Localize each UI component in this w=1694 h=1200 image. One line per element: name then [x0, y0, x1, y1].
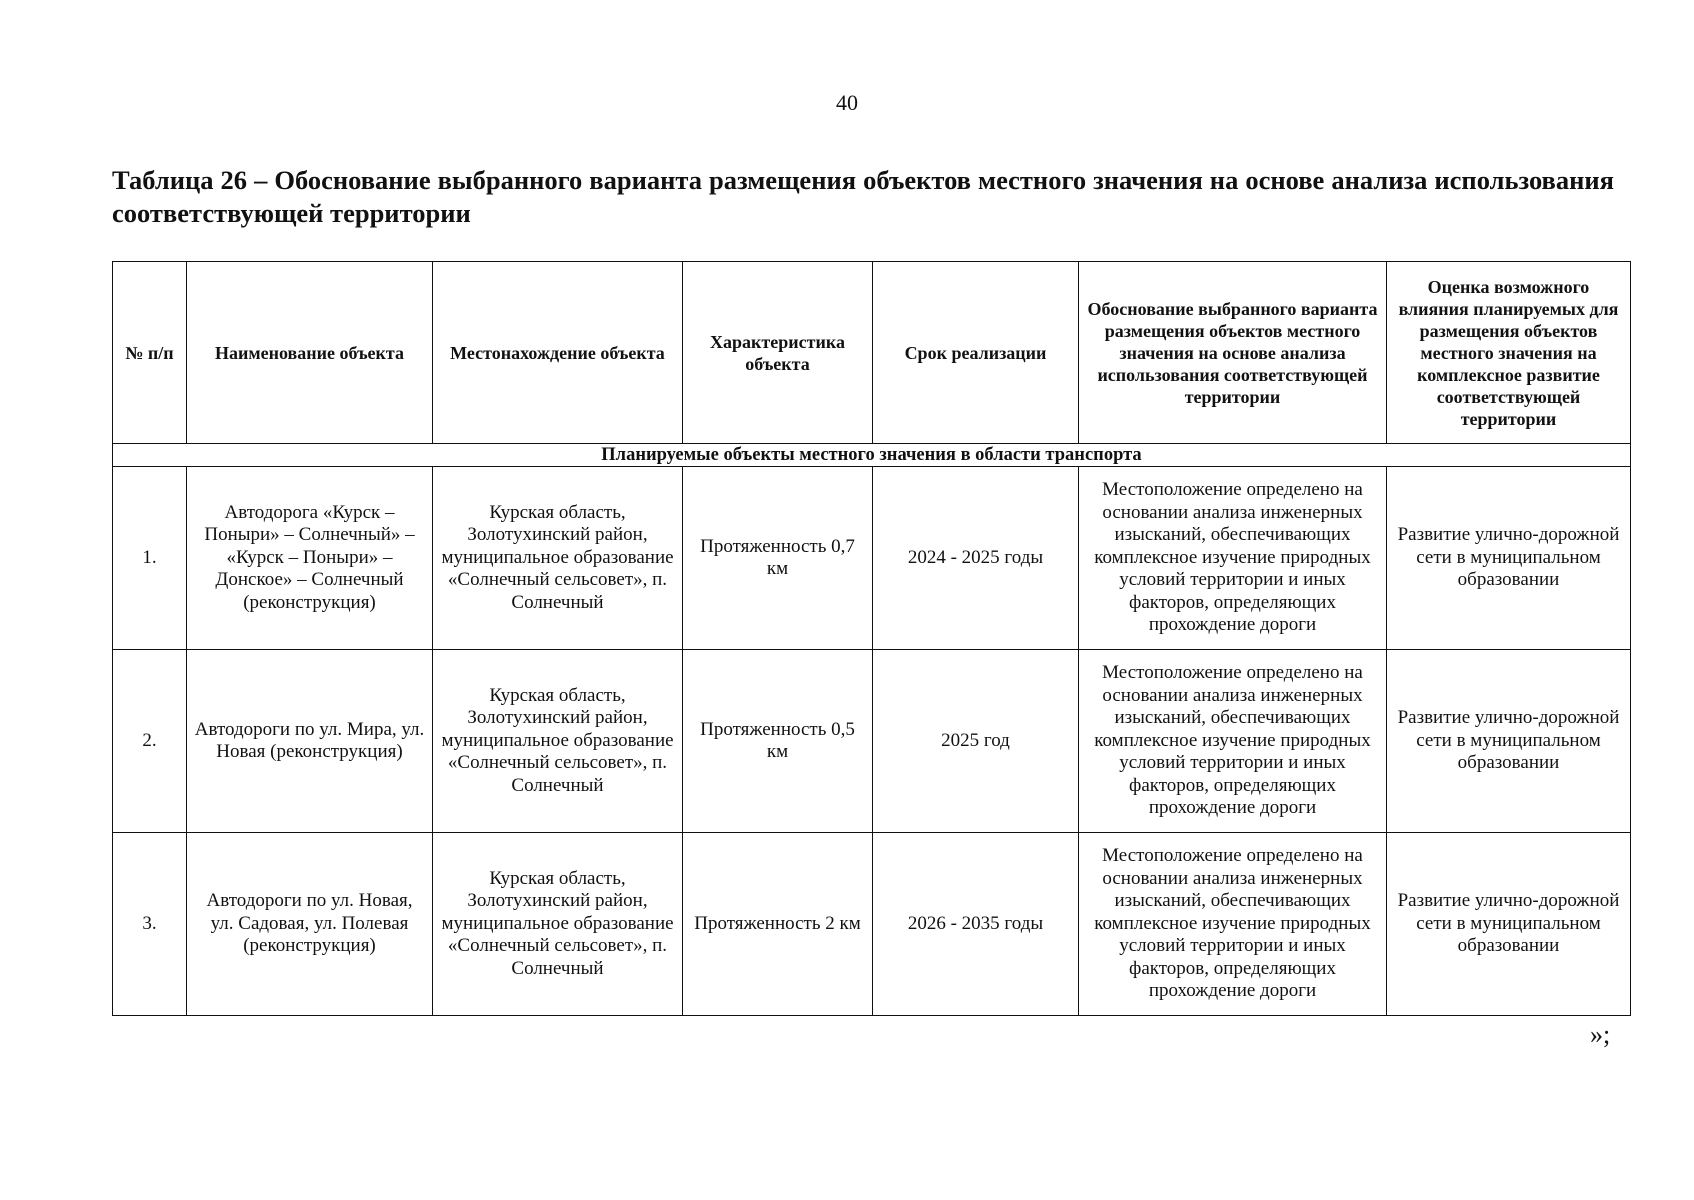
objects-table: [112, 261, 1631, 1016]
header-location: Местонахождение объекта: [433, 262, 683, 444]
row-number: 2.: [113, 650, 187, 833]
object-justification: Местоположение определено на основании анализа инженерных изысканий, обеспечивающих комплексное изучение природных условий территории и иных факторов, определяющих прохождение дороги: [1079, 467, 1387, 650]
page-number: 40: [836, 90, 858, 115]
object-assessment: Развитие улично-дорожной сети в муниципальном образовании: [1387, 650, 1631, 833]
object-justification: Местоположение определено на основании анализа инженерных изысканий, обеспечивающих комплексное изучение природных условий территории и иных факторов, определяющих прохождение дороги: [1079, 833, 1387, 1016]
object-location: Курская область, Золотухинский район, муниципальное образование «Солнечный сельсовет», п. Солнечный: [433, 467, 683, 650]
table-row: [113, 650, 1631, 833]
object-name: Автодороги по ул. Новая, ул. Садовая, ул. Полевая (реконструкция): [187, 833, 433, 1016]
object-characteristic: Протяженность 2 км: [683, 833, 873, 1016]
object-justification: Местоположение определено на основании анализа инженерных изысканий, обеспечивающих комплексное изучение природных условий территории и иных факторов, определяющих прохождение дороги: [1079, 650, 1387, 833]
table-caption: Таблица 26 – Обоснование выбранного варианта размещения объектов местного значения на основе анализа использования соответствующей территории: [112, 165, 1614, 228]
object-location: Курская область, Золотухинский район, муниципальное образование «Солнечный сельсовет», п. Солнечный: [433, 650, 683, 833]
section-title: Планируемые объекты местного значения в области транспорта: [113, 444, 1631, 467]
object-term: 2025 год: [873, 650, 1079, 833]
closing-quote-mark: »;: [1590, 1020, 1611, 1049]
table-row: [113, 833, 1631, 1016]
object-location: Курская область, Золотухинский район, муниципальное образование «Солнечный сельсовет», п. Солнечный: [433, 833, 683, 1016]
object-name: Автодорога «Курск – Поныри» – Солнечный» – «Курск – Поныри» – Донское» – Солнечный (реконструкция): [187, 467, 433, 650]
object-name: Автодороги по ул. Мира, ул. Новая (реконструкция): [187, 650, 433, 833]
header-characteristic: Характеристика объекта: [683, 262, 873, 444]
header-justification: Обоснование выбранного варианта размещения объектов местного значения на основе анализа использования соответствующей территории: [1079, 262, 1387, 444]
object-characteristic: Протяженность 0,5 км: [683, 650, 873, 833]
header-term: Срок реализации: [873, 262, 1079, 444]
table-row: [113, 467, 1631, 650]
object-term: 2024 - 2025 годы: [873, 467, 1079, 650]
section-row: [113, 444, 1631, 467]
object-assessment: Развитие улично-дорожной сети в муниципальном образовании: [1387, 467, 1631, 650]
row-number: 1.: [113, 467, 187, 650]
header-number: № п/п: [113, 262, 187, 444]
object-assessment: Развитие улично-дорожной сети в муниципальном образовании: [1387, 833, 1631, 1016]
object-term: 2026 - 2035 годы: [873, 833, 1079, 1016]
header-object-name: Наименование объекта: [187, 262, 433, 444]
object-characteristic: Протяженность 0,7 км: [683, 467, 873, 650]
row-number: 3.: [113, 833, 187, 1016]
table-header-row: [113, 262, 1631, 444]
header-assessment: Оценка возможного влияния планируемых для размещения объектов местного значения на комплексное развитие соответствующей территории: [1387, 262, 1631, 444]
